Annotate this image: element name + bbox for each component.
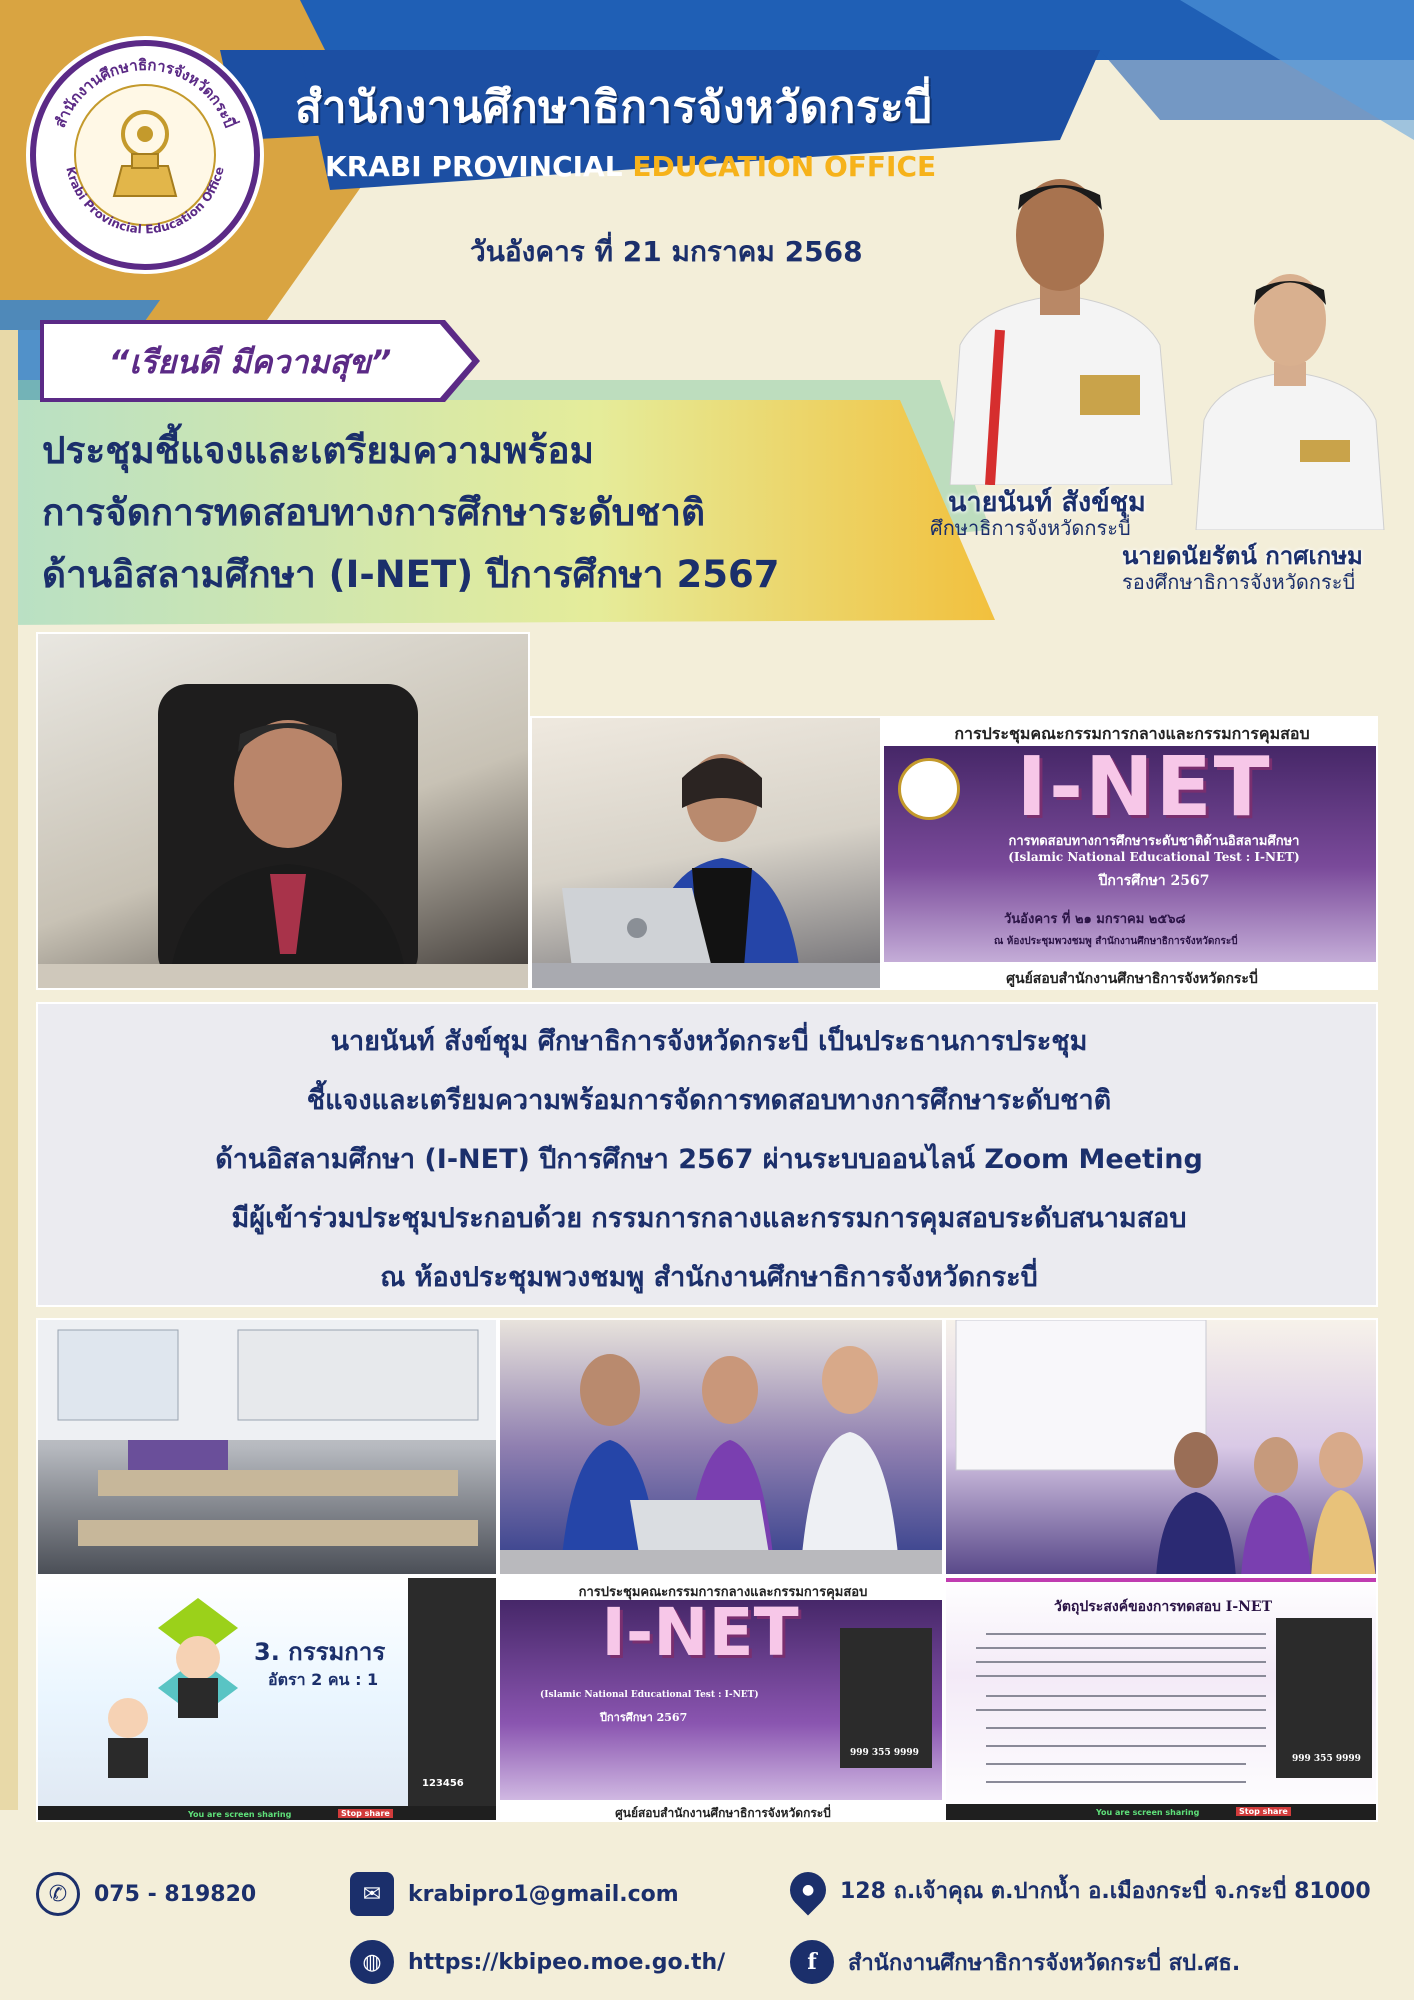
event-title xyxy=(42,420,779,606)
screenshot-inet-subtitle-en: (Islamic National Educational Test : I-NET) xyxy=(540,1690,759,1700)
official-portrait-1 xyxy=(940,155,1180,485)
objectives-phone: 999 355 9999 xyxy=(1292,1754,1361,1764)
logo-ring-th: สำนักงานศึกษาธิการจังหวัดกระบี่ xyxy=(50,55,240,131)
inet-slide-date: วันอังคาร ที่ ๒๑ มกราคม ๒๕๖๘ xyxy=(1004,912,1186,927)
inet-slide-heading: การประชุมคณะกรรมการกลางและกรรมการคุมสอบ xyxy=(954,724,1310,743)
inet-slide-venue: ณ ห้องประชุมพวงชมพู สำนักงานศึกษาธิการจังหวัดกระบี่ xyxy=(994,936,1238,947)
screenshot-inet-year: ปีการศึกษา 2567 xyxy=(600,1711,688,1724)
slogan-text: “เรียนดี มีความสุข” xyxy=(108,343,392,381)
summary-line-2: ชี้แจงและเตรียมความพร้อมการจัดการทดสอบทางการศึกษาระดับชาติ xyxy=(306,1085,1112,1116)
inet-slide-subtitle-th: การทดสอบทางการศึกษาระดับชาติด้านอิสลามศึกษา xyxy=(1008,834,1300,849)
screenshot-inet-slide xyxy=(498,1576,944,1822)
summary-text xyxy=(38,1012,1380,1307)
report-date: วันอังคาร ที่ 21 มกราคม 2568 xyxy=(470,235,863,268)
official-1-name: นายนันท์ สังข์ชุม xyxy=(948,487,1146,518)
screenshot-objectives-slide xyxy=(944,1576,1378,1822)
summary-line-4: มีผู้เข้าร่วมประชุมประกอบด้วย กรรมการกลางและกรรมการคุมสอบระดับสนามสอบ xyxy=(231,1203,1187,1234)
event-title-line-2: การจัดการทดสอบทางการศึกษาระดับชาติ xyxy=(42,491,706,534)
zoom-share-notice: You are screen sharing xyxy=(188,1810,292,1819)
address-text: 128 ถ.เจ้าคุณ ต.ปากน้ำ อ.เมืองกระบี่ จ.กระบี่ 81000 xyxy=(840,1878,1371,1904)
phone-icon: ✆ xyxy=(36,1872,80,1916)
official-portrait-2 xyxy=(1190,250,1390,530)
contact-phone xyxy=(36,1872,256,1916)
email-address[interactable]: krabipro1@gmail.com xyxy=(408,1881,679,1907)
official-2-name: นายดนัยรัตน์ กาศเกษม xyxy=(1122,542,1363,570)
facebook-page[interactable]: สำนักงานศึกษาธิการจังหวัดกระบี่ สป.ศธ. xyxy=(848,1950,1241,1976)
zoom-slide-title: 3. กรรมการ xyxy=(254,1638,386,1666)
photo-meeting-room xyxy=(36,1318,498,1576)
inet-slide-subtitle-en: (Islamic National Educational Test : I-NET) xyxy=(1008,850,1300,864)
official-1-position: ศึกษาธิการจังหวัดกระบี่ xyxy=(930,516,1131,540)
contact-website[interactable] xyxy=(350,1940,725,1984)
photo-committee-members xyxy=(498,1318,944,1576)
official-2-position: รองศึกษาธิการจังหวัดกระบี่ xyxy=(1122,570,1356,594)
location-pin-icon: ● xyxy=(783,1865,834,1916)
zoom-meeting-code: 123456 xyxy=(422,1778,464,1789)
summary-box xyxy=(36,1002,1378,1307)
summary-line-3: ด้านอิสลามศึกษา (I-NET) ปีการศึกษา 2567 ผ่านระบบออนไลน์ Zoom Meeting xyxy=(215,1144,1203,1175)
objectives-share-notice: You are screen sharing xyxy=(1096,1808,1200,1817)
photo-inet-slide xyxy=(882,716,1378,990)
office-logo xyxy=(30,40,260,270)
globe-icon: ◍ xyxy=(350,1940,394,1984)
screenshot-zoom-slide xyxy=(36,1576,498,1822)
objectives-stop-share[interactable]: Stop share xyxy=(1236,1807,1291,1816)
zoom-stop-share[interactable]: Stop share xyxy=(338,1809,393,1818)
objectives-title: วัตถุประสงค์ของการทดสอบ I-NET xyxy=(1053,1599,1273,1615)
logo-ring-en: Krabi Provincial Education Office xyxy=(63,165,227,237)
org-name-en-part1: KRABI PROVINCIAL xyxy=(325,150,623,183)
contact-address xyxy=(790,1872,1371,1908)
left-accent-bar xyxy=(0,330,18,1810)
phone-number: 075 - 819820 xyxy=(94,1881,257,1907)
photo-video-conference xyxy=(944,1318,1378,1576)
org-name-en xyxy=(325,150,936,183)
org-name-en-part2: EDUCATION OFFICE xyxy=(632,150,937,183)
inet-slide-footer: ศูนย์สอบสำนักงานศึกษาธิการจังหวัดกระบี่ xyxy=(1006,971,1258,987)
summary-line-1: นายนันท์ สังข์ชุม ศึกษาธิการจังหวัดกระบี่ เป็นประธานการประชุม xyxy=(330,1026,1088,1057)
inet-slide-year: ปีการศึกษา 2567 xyxy=(1098,873,1210,889)
inet-slide-logo: I-NET xyxy=(1016,740,1272,835)
email-icon: ✉ xyxy=(350,1872,394,1916)
event-title-line-3: ด้านอิสลามศึกษา (I-NET) ปีการศึกษา 2567 xyxy=(42,553,780,596)
zoom-slide-rate: อัตรา 2 คน : 1 xyxy=(268,1670,379,1689)
summary-line-5: ณ ห้องประชุมพวงชมพู สำนักงานศึกษาธิการจังหวัดกระบี่ xyxy=(380,1262,1038,1293)
event-title-line-1: ประชุมชี้แจงและเตรียมความพร้อม xyxy=(42,429,595,472)
screenshot-inet-footer: ศูนย์สอบสำนักงานศึกษาธิการจังหวัดกระบี่ xyxy=(615,1806,831,1820)
screenshot-inet-phone: 999 355 9999 xyxy=(850,1748,919,1758)
photo-chairperson xyxy=(36,632,530,990)
org-name-th: สำนักงานศึกษาธิการจังหวัดกระบี่ xyxy=(295,82,933,133)
facebook-icon: f xyxy=(790,1940,834,1984)
contact-email[interactable] xyxy=(350,1872,679,1916)
screenshot-inet-heading: การประชุมคณะกรรมการกลางและกรรมการคุมสอบ xyxy=(578,1585,868,1600)
photo-staff-laptop xyxy=(530,716,882,990)
website-url[interactable]: https://kbipeo.moe.go.th/ xyxy=(408,1949,726,1975)
contact-facebook[interactable] xyxy=(790,1940,1240,1984)
screenshot-inet-logo: I-NET xyxy=(601,1594,799,1671)
